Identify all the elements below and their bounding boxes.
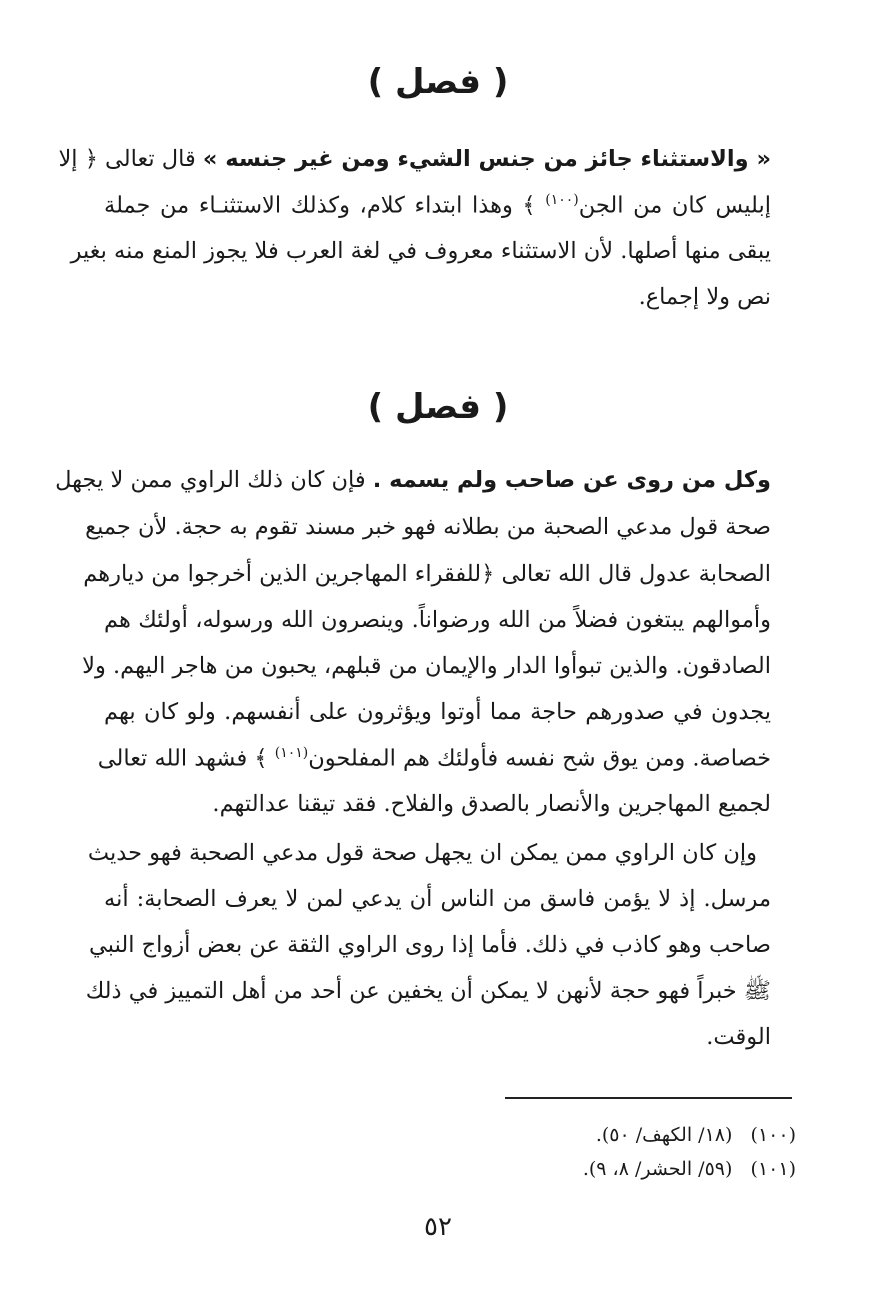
bold-statement: « والاستثناء جائز من جنس الشيء ومن غير جنسه »: [202, 146, 771, 172]
line-text: فإن كان ذلك الراوي ممن لا يجهل: [55, 467, 373, 493]
line-text: يبقى منها أصلها. لأن الاستثناء معروف في لغة العرب فلا يجوز المنع منه بغير: [70, 238, 771, 264]
line-text: وإن كان الراوي ممن يمكن ان يجهل صحة قول مدعي الصحبة فهو حديث: [87, 840, 757, 866]
line-text: ﷺ خبراً فهو حجة لأنهن لا يمكن أن يخفين عن أحد من أهل التمييز في ذلك: [85, 978, 771, 1004]
line-text: إبليس كان من الجن: [578, 192, 771, 219]
line-text: مرسل. إذ لا يؤمن فاسق من الناس أن يدعي لمن لا يعرف الصحابة: أنه: [104, 886, 771, 912]
footnote-101: [583, 1158, 796, 1180]
line-text: قال تعالى ﴿ إلا: [58, 146, 203, 172]
line-text: خصاصة. ومن يوق شح نفسه فأولئك هم المفلحون: [308, 745, 771, 772]
footnote-ref-100: (١٠٠): [545, 192, 579, 208]
line-text: صاحب وهو كاذب في ذلك. فأما إذا روى الراوي الثقة عن بعض أزواج النبي: [89, 932, 771, 958]
line-text: يجدون في صدورهم حاجة مما أوتوا ويؤثرون على أنفسهم. ولو كان بهم: [104, 699, 771, 725]
page-number: ٥٢: [424, 1212, 452, 1242]
line-text: الوقت.: [706, 1024, 771, 1050]
line-text: الصادقون. والذين تبوأوا الدار والإيمان من قبلهم، يحبون من هاجر اليهم. ولا: [82, 653, 771, 679]
footnote-divider: [505, 1097, 792, 1099]
footnote-number: (١٠١): [750, 1158, 796, 1180]
footnote-reference: (١٨/ الكهف/ ٥٠).: [595, 1124, 733, 1146]
line-text: صحة قول مدعي الصحبة من بطلانه فهو خبر مسند تقوم به حجة. لأن جميع: [85, 514, 771, 540]
line-text: ﴾ فشهد الله تعالى: [97, 745, 275, 772]
footnote-100: [596, 1124, 796, 1146]
section-heading-2: ( فصل ): [367, 387, 509, 427]
line-text: نص ولا إجماع.: [638, 284, 771, 310]
footnote-number: (١٠٠): [750, 1124, 796, 1146]
section-heading-1: ( فصل ): [367, 62, 509, 102]
line-text: ﴾ وهذا ابتداء كلام، وكذلك الاستثنـاء من جملة: [104, 192, 546, 219]
line-text: وأموالهم يبتغون فضلاً من الله ورضواناً. وينصرون الله ورسوله، أولئك هم: [104, 607, 771, 633]
footnote-ref-101: (١٠١): [274, 745, 309, 761]
line-text: لجميع المهاجرين والأنصار بالصدق والفلاح. فقد تيقنا عدالتهم.: [212, 791, 771, 817]
bold-statement: وكل من روى عن صاحب ولم يسمه .: [372, 467, 771, 493]
line-text: الصحابة عدول قال الله تعالى ﴿للفقراء المهاجرين الذين أخرجوا من ديارهم: [83, 561, 771, 587]
footnote-reference: (٥٩/ الحشر/ ٨، ٩).: [582, 1158, 733, 1180]
